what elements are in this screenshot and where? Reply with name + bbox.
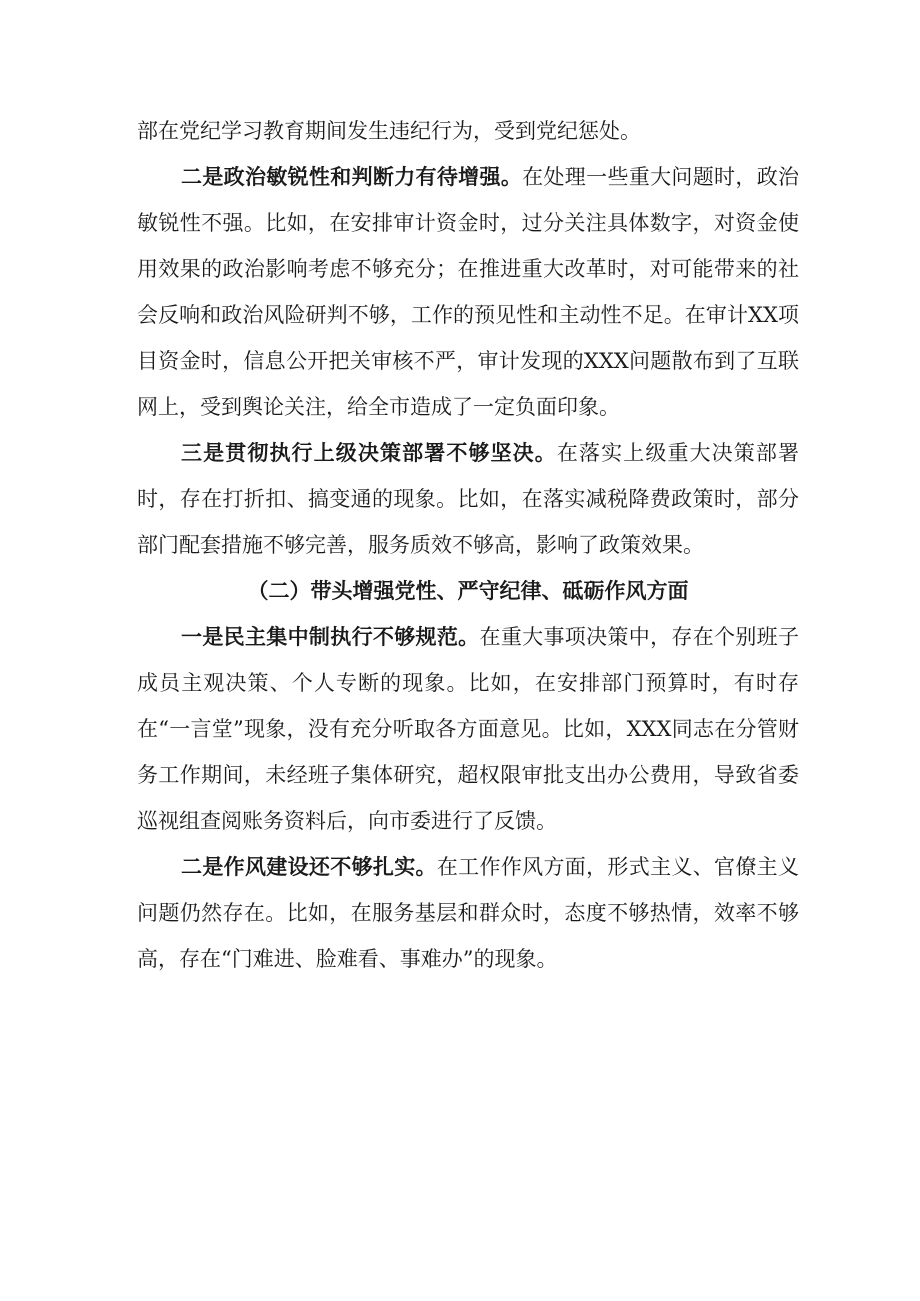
paragraph-work-style [137,844,799,982]
section-heading: （二）带头增强党性、严守纪律、砥砺作风方面 [247,578,689,603]
paragraph-text: 在落实上级重大决策部署时，存在打折扣、搞变通的现象。比如，在落实减税降费政策时，部分部门配套措施不够完善，服务质效不够高，影响了政策效果。 [137,441,800,557]
paragraph-lead: 三是贯彻执行上级决策部署不够坚决。 [181,440,557,465]
paragraph-text: 在工作作风方面，形式主义、官僚主义问题仍然存在。比如，在服务基层和群众时，态度不够热情，效率不够高，存在“门难进、脸难看、事难办”的现象。 [137,855,800,971]
paragraph-political-sensitivity [137,154,799,430]
paragraph-lead: 一是民主集中制执行不够规范。 [181,624,480,649]
paragraph-text: 在重大事项决策中，存在个别班子成员主观决策、个人专断的现象。比如，在安排部门预算时，有时存在“一言堂”现象，没有充分听取各方面意见。比如，XXX同志在分管财务工作期间，未经班子集体研究，超权限审批支出办公费用，导致省委巡视组查阅账务资料后，向市委进行了反馈。 [137,625,799,833]
paragraph-decision-implementation [137,430,799,568]
paragraph-lead: 二是作风建设还不够扎实。 [181,854,437,879]
paragraph-lead: 二是政治敏锐性和判断力有待增强。 [181,164,523,189]
paragraph-text: 在处理一些重大问题时，政治敏锐性不强。比如，在安排审计资金时，过分关注具体数字，对资金使用效果的政治影响考虑不够充分；在推进重大改革时，对可能带来的社会反响和政治风险研判不够，工作的预见性和主动性不足。在审计XX项目资金时，信息公开把关审核不严，审计发现的XXX问题散布到了互联网上，受到舆论关注，给全市造成了一定负面印象。 [137,165,800,419]
paragraph-text: 部在党纪学习教育期间发生违纪行为，受到党纪惩处。 [137,119,641,143]
paragraph-democratic-centralism [137,614,799,844]
document-body [137,108,799,982]
paragraph-continuation [137,108,799,154]
